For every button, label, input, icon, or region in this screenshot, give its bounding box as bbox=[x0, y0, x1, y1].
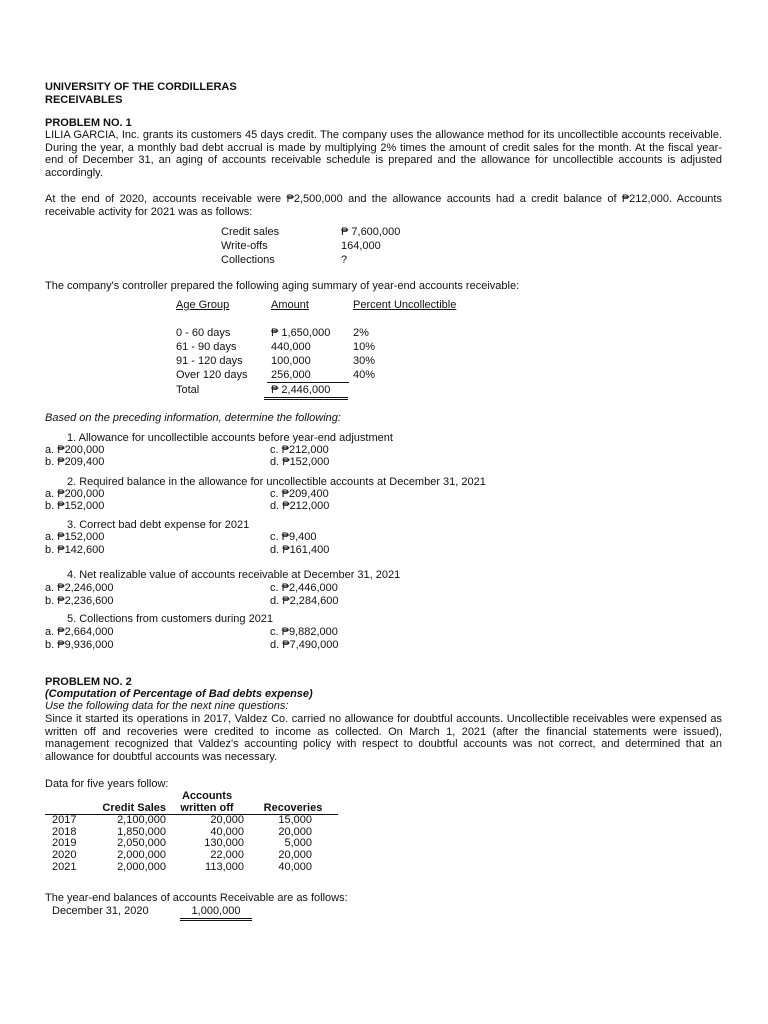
row-year: 2021 bbox=[52, 860, 77, 873]
aging-group-2: 91 - 120 days bbox=[176, 355, 243, 367]
aging-group-3: Over 120 days bbox=[176, 369, 248, 381]
aging-header-group: Age Group bbox=[176, 299, 230, 311]
q2-choice-b: b. ₱152,000 bbox=[45, 500, 105, 512]
row-written: 130,000 bbox=[204, 837, 244, 850]
aging-total-label: Total bbox=[176, 384, 200, 396]
aging-header-percent: Percent Uncollectible bbox=[353, 299, 457, 311]
row-year: 2017 bbox=[52, 814, 77, 827]
question-1: 1. Allowance for uncollectible accounts before year-end adjustment bbox=[67, 432, 393, 444]
q5-choice-b: b. ₱9,936,000 bbox=[45, 639, 114, 651]
aging-group-1: 61 - 90 days bbox=[176, 341, 237, 353]
q1-choice-a: a. ₱200,000 bbox=[45, 444, 105, 456]
row-sales: 2,000,000 bbox=[117, 860, 166, 873]
row-written: 40,000 bbox=[210, 825, 244, 838]
activity-value-0: ₱ 7,600,000 bbox=[341, 226, 401, 238]
q4-choice-b: b. ₱2,236,600 bbox=[45, 595, 114, 607]
row-year: 2020 bbox=[52, 848, 77, 861]
q1-choice-c: c. ₱212,000 bbox=[270, 444, 329, 456]
q4-choice-d: d. ₱2,284,600 bbox=[270, 595, 339, 607]
row-recov: 20,000 bbox=[278, 825, 312, 838]
table-row bbox=[45, 862, 338, 874]
problem1-para2: At the end of 2020, accounts receivable were ₱2,500,000 and the allowance accounts had a credit balance of ₱212,000. Accounts receivable activity for 2021 was as follows: bbox=[45, 193, 722, 218]
table-header-top bbox=[45, 791, 338, 803]
question-2: 2. Required balance in the allowance for uncollectible accounts at December 31, 2021 bbox=[67, 476, 486, 488]
topic-title: RECEIVABLES bbox=[45, 94, 123, 106]
row-written: 22,000 bbox=[210, 848, 244, 861]
table-header bbox=[45, 803, 338, 815]
problem2-instruction: Use the following data for the next nine questions: bbox=[45, 700, 289, 712]
problem2-subtitle: (Computation of Percentage of Bad debts expense) bbox=[45, 688, 313, 700]
question-5: 5. Collections from customers during 2021 bbox=[67, 613, 274, 625]
problem1-title: PROBLEM NO. 1 bbox=[45, 117, 132, 129]
q3-choice-d: d. ₱161,400 bbox=[270, 544, 330, 556]
balance-value: 1,000,000 bbox=[180, 905, 252, 921]
activity-value-2: ? bbox=[341, 254, 348, 266]
q4-choice-c: c. ₱2,446,000 bbox=[270, 582, 338, 594]
q3-choice-c: c. ₱9,400 bbox=[270, 531, 317, 543]
q4-choice-a: a. ₱2,246,000 bbox=[45, 582, 114, 594]
col-written-off-header: written off bbox=[166, 803, 248, 815]
q5-choice-c: c. ₱9,882,000 bbox=[270, 626, 338, 638]
problem1-intro: LILIA GARCIA, Inc. grants its customers 45 days credit. The company uses the allowance method for its uncollectible accounts receivable. During the year, a monthly bad debt accrual is made by multiplying 2% times the amount of credit sales for the month. At the fiscal year-end of December 31, an aging of accounts receivable schedule is prepared and the allowance for uncollectible accounts is adjusted accordingly. bbox=[45, 129, 722, 179]
activity-label-0: Credit sales bbox=[221, 226, 280, 238]
col-accounts-header: Accounts bbox=[181, 790, 233, 802]
row-sales: 2,000,000 bbox=[117, 848, 166, 861]
aging-group-0: 0 - 60 days bbox=[176, 327, 231, 339]
row-sales: 2,050,000 bbox=[117, 837, 166, 850]
problem2-intro: Since it started its operations in 2017, Valdez Co. carried no allowance for doubtful accounts. Uncollectible receivables were expensed as written off and recoveries were credited to income as collected. On March 1, 2021 (after the financial statements were issued), management recognized that Valdez's accounting policy with respect to doubtful accounts was not correct, and determined that an allowance for doubtful accounts was necessary. bbox=[45, 713, 722, 763]
problem1-instruction: Based on the preceding information, determine the following: bbox=[45, 412, 341, 424]
aging-amount-3: 256,000 bbox=[267, 369, 349, 383]
table-row bbox=[45, 850, 338, 862]
row-written: 20,000 bbox=[210, 814, 244, 827]
q1-choice-b: b. ₱209,400 bbox=[45, 456, 105, 468]
aging-percent-0: 2% bbox=[353, 327, 369, 339]
row-year: 2018 bbox=[52, 825, 77, 838]
balance-intro: The year-end balances of accounts Receivable are as follows: bbox=[45, 892, 348, 904]
question-4: 4. Net realizable value of accounts receivable at December 31, 2021 bbox=[67, 569, 401, 581]
row-recov: 15,000 bbox=[278, 814, 312, 827]
problem2-title: PROBLEM NO. 2 bbox=[45, 676, 132, 688]
row-sales: 2,100,000 bbox=[117, 814, 166, 827]
data-intro: Data for five years follow: bbox=[45, 778, 169, 790]
aging-amount-2: 100,000 bbox=[271, 355, 311, 367]
q2-choice-d: d. ₱212,000 bbox=[270, 500, 330, 512]
row-recov: 5,000 bbox=[284, 837, 312, 850]
q5-choice-a: a. ₱2,664,000 bbox=[45, 626, 114, 638]
activity-label-1: Write-offs bbox=[221, 240, 268, 252]
balance-label: December 31, 2020 bbox=[52, 905, 149, 917]
q1-choice-d: d. ₱152,000 bbox=[270, 456, 330, 468]
row-sales: 1,850,000 bbox=[117, 825, 166, 838]
row-recov: 40,000 bbox=[278, 860, 312, 873]
aging-total: ₱ 2,446,000 bbox=[264, 384, 348, 400]
aging-percent-2: 30% bbox=[353, 355, 376, 367]
table-row bbox=[45, 815, 338, 827]
activity-value-1: 164,000 bbox=[341, 240, 381, 252]
row-written: 113,000 bbox=[205, 860, 244, 873]
aging-percent-3: 40% bbox=[353, 369, 376, 381]
activity-label-2: Collections bbox=[221, 254, 275, 266]
aging-amount-0: ₱ 1,650,000 bbox=[271, 327, 331, 339]
col-credit-sales-header: Credit Sales bbox=[90, 803, 166, 815]
aging-amount-1: 440,000 bbox=[271, 341, 311, 353]
aging-intro: The company's controller prepared the following aging summary of year-end accounts receivable: bbox=[45, 280, 520, 292]
school-name: UNIVERSITY OF THE CORDILLERAS bbox=[45, 81, 237, 93]
q2-choice-c: c. ₱209,400 bbox=[270, 488, 329, 500]
aging-header-amount: Amount bbox=[271, 299, 309, 311]
five-year-data-table bbox=[45, 791, 338, 873]
row-recov: 20,000 bbox=[278, 848, 312, 861]
row-year: 2019 bbox=[52, 837, 77, 850]
q5-choice-d: d. ₱7,490,000 bbox=[270, 639, 339, 651]
q3-choice-b: b. ₱142,600 bbox=[45, 544, 105, 556]
col-recoveries-header: Recoveries bbox=[248, 803, 338, 815]
aging-percent-1: 10% bbox=[353, 341, 376, 353]
q3-choice-a: a. ₱152,000 bbox=[45, 531, 105, 543]
question-3: 3. Correct bad debt expense for 2021 bbox=[67, 519, 250, 531]
q2-choice-a: a. ₱200,000 bbox=[45, 488, 105, 500]
